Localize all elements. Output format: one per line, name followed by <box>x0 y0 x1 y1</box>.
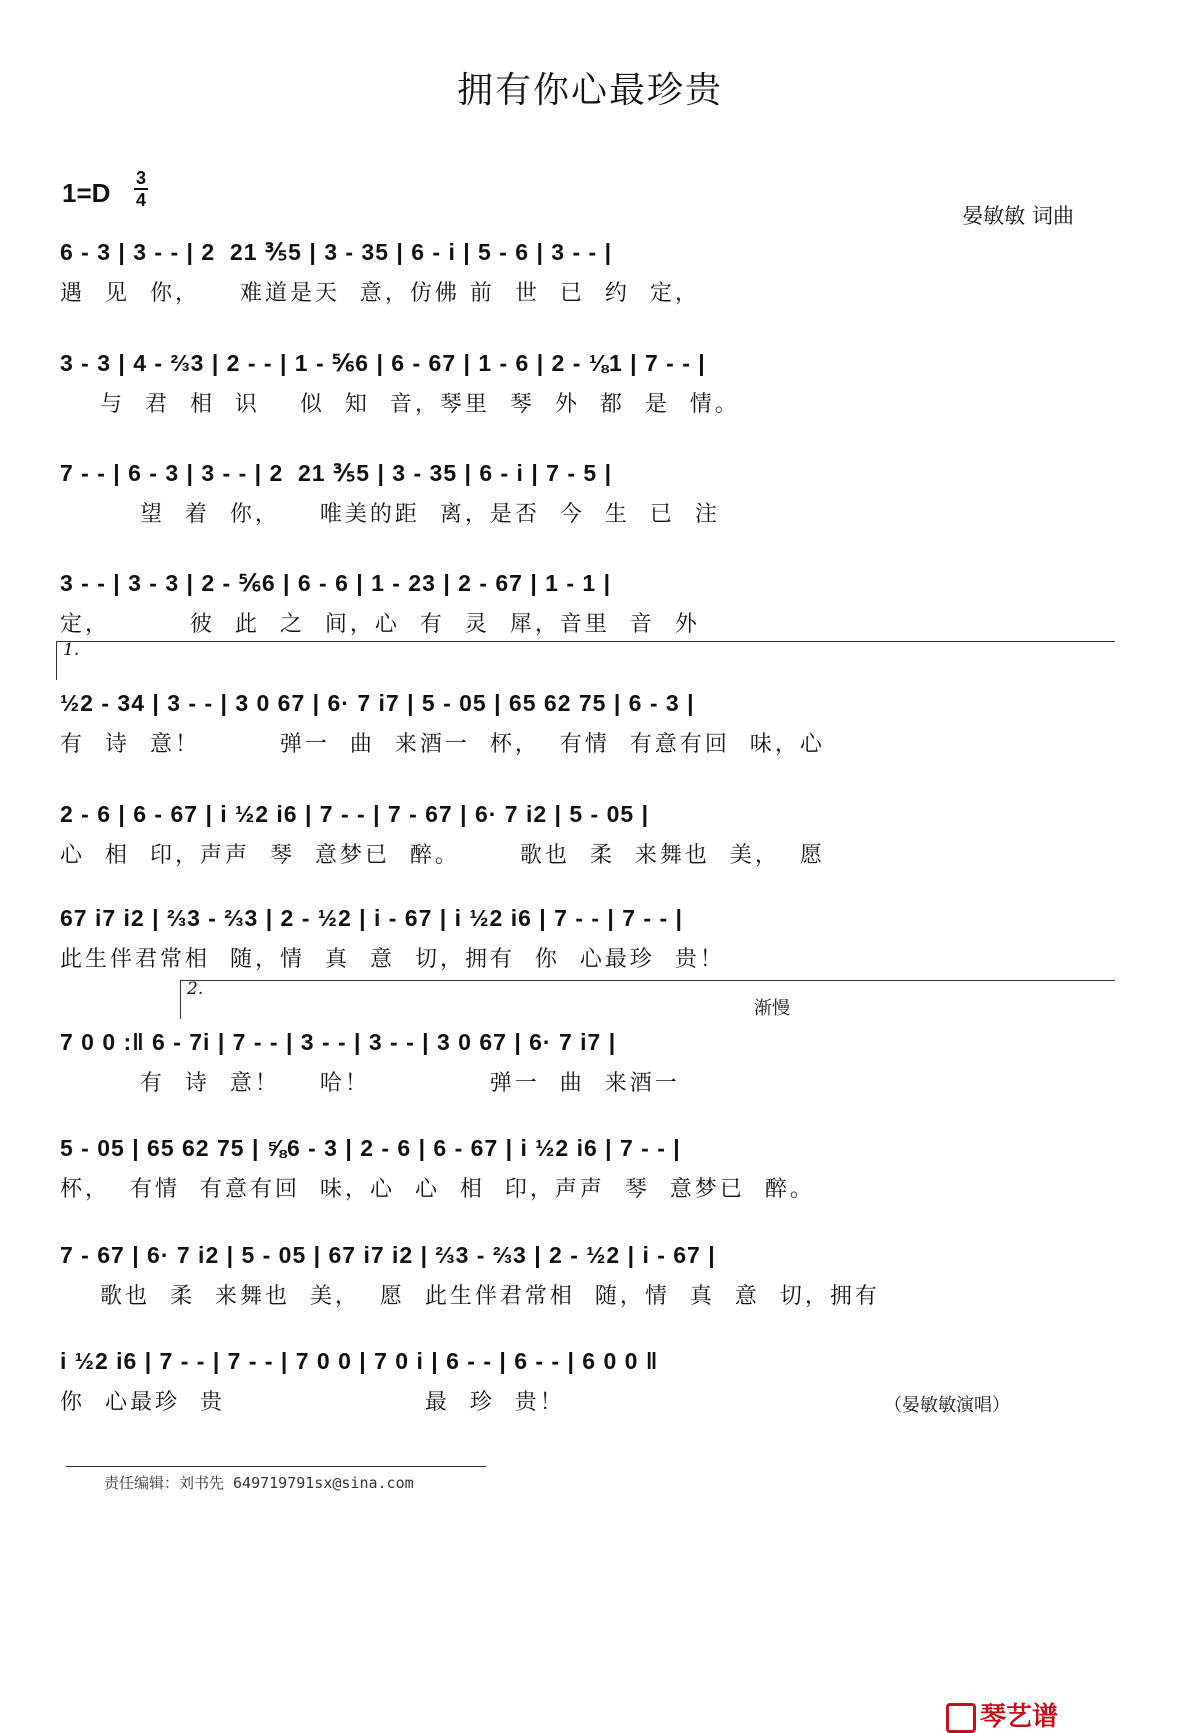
notation-line: 2 - 6 | 6 - 67 | i ½2 i6 | 7 - - | 7 - 67 | 6· 7 i2 | 5 - 05 | <box>60 801 650 827</box>
site-logo: 琴艺谱 <box>946 1696 1058 1733</box>
time-signature <box>134 168 148 210</box>
notation-line: 7 - 67 | 6· 7 i2 | 5 - 05 | 67 i7 i2 | ⅔3 - ⅔3 | 2 - ½2 | i - 67 | <box>60 1242 716 1268</box>
notation-line: 7 0 0 :‖ 6 - 7i | 7 - - | 3 - - | 3 - - | 3 0 67 | 6· 7 i7 | <box>60 1029 617 1055</box>
footer-divider <box>66 1466 486 1467</box>
lyrics-line: 此生伴君常相 随，情 真 意 切，拥有 你 心最珍 贵！ <box>60 947 725 972</box>
lyrics-line: 心 相 印，声声 琴 意梦已 醉。 歌也 柔 来舞也 美， 愿 <box>60 843 825 868</box>
song-title: 拥有你心最珍贵 <box>456 70 723 111</box>
logo-icon <box>946 1703 976 1733</box>
notation-line: 6 - 3 | 3 - - | 2 21 ⅗5 | 3 - 35 | 6 - i | 5 - 6 | 3 - - | <box>60 239 613 265</box>
editor-credit: 责任编辑：刘书先 649719791sx@sina.com <box>104 1474 414 1492</box>
lyrics-line: 有 诗 意！ 弹一 曲 来酒一 杯， 有情 有意有回 味，心 <box>60 732 825 757</box>
lyrics-line: 望 着 你， 唯美的距 离，是否 今 生 已 注 <box>60 502 720 527</box>
notation-line: 5 - 05 | 65 62 75 | ⅝6 - 3 | 2 - 6 | 6 - 67 | i ½2 i6 | 7 - - | <box>60 1135 681 1161</box>
author-credit: 晏敏敏 词曲 <box>962 204 1074 228</box>
lyrics-line: 杯， 有情 有意有回 味，心 心 相 印，声声 琴 意梦已 醉。 <box>60 1177 815 1202</box>
notation-line: 3 - - | 3 - 3 | 2 - ⅚6 | 6 - 6 | 1 - 23 | 2 - 67 | 1 - 1 | <box>60 570 612 596</box>
singer-credit: （晏敏敏演唱） <box>884 1395 1010 1416</box>
lyrics-line: 有 诗 意！ 哈！ 弹一 曲 来酒一 <box>60 1071 680 1096</box>
volta-bracket-1: 1. <box>56 641 1115 680</box>
lyrics-line: 歌也 柔 来舞也 美， 愿 此生伴君常相 随，情 真 意 切，拥有 <box>60 1284 880 1309</box>
lyrics-line: 定， 彼 此 之 间，心 有 灵 犀，音里 音 外 <box>60 612 700 637</box>
notation-line: i ½2 i6 | 7 - - | 7 - - | 7 0 0 | 7 0 i | 6 - - | 6 - - | 6 0 0 ‖ <box>60 1348 659 1374</box>
key-signature: 1=D <box>62 178 111 208</box>
lyrics-line: 遇 见 你， 难道是天 意，仿佛 前 世 已 约 定， <box>60 281 700 306</box>
volta-bracket-2: 2. <box>180 980 1115 1019</box>
tempo-mark: 渐慢 <box>754 998 790 1019</box>
lyrics-line: 你 心最珍 贵 最 珍 贵！ <box>60 1390 565 1415</box>
notation-line: 3 - 3 | 4 - ⅔3 | 2 - - | 1 - ⅚6 | 6 - 67 | 1 - 6 | 2 - ⅛1 | 7 - - | <box>60 350 706 376</box>
time-top: 3 <box>135 168 146 188</box>
notation-line: 67 i7 i2 | ⅔3 - ⅔3 | 2 - ½2 | i - 67 | i ½2 i6 | 7 - - | 7 - - | <box>60 905 683 931</box>
notation-line: 7 - - | 6 - 3 | 3 - - | 2 21 ⅗5 | 3 - 35 | 6 - i | 7 - 5 | <box>60 460 613 486</box>
lyrics-line: 与 君 相 识 似 知 音，琴里 琴 外 都 是 情。 <box>60 392 740 417</box>
time-bottom: 4 <box>135 190 146 210</box>
notation-line: ½2 - 34 | 3 - - | 3 0 67 | 6· 7 i7 | 5 - 05 | 65 62 75 | 6 - 3 | <box>60 690 695 716</box>
